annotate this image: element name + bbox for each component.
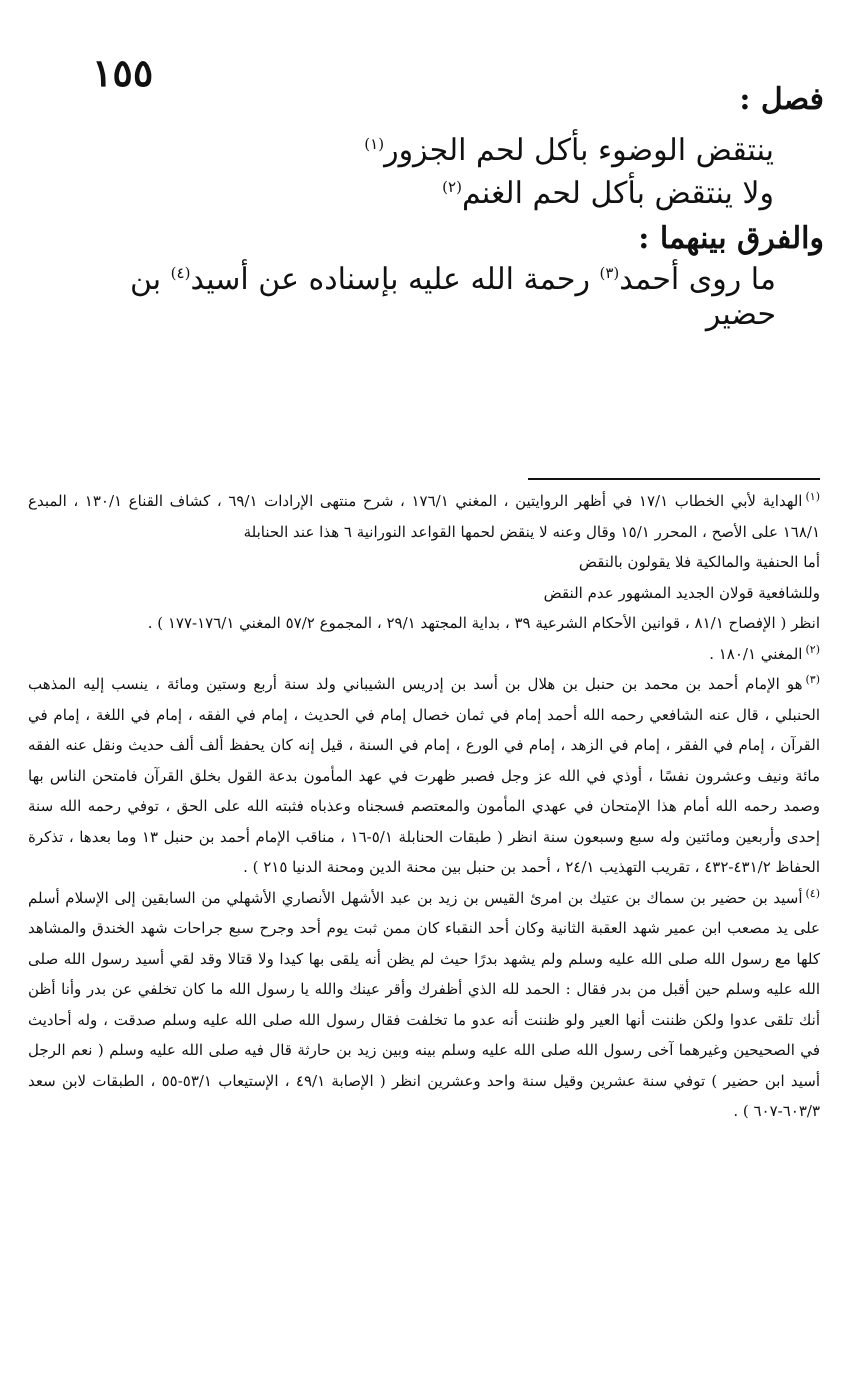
- footnote-marker: (٣): [805, 673, 820, 686]
- narration-part: بن حضير: [129, 262, 776, 332]
- footnote-1-para: أما الحنفية والمالكية فلا يقولون بالنقض: [578, 553, 820, 571]
- ruling-text: ولا ينتقض بأكل لحم الغنم: [461, 176, 774, 211]
- footnote-ref-3: (٣): [599, 264, 620, 282]
- footnote-3: [28, 669, 820, 883]
- footnote-marker: (٤): [805, 886, 820, 900]
- narration-line: [100, 262, 824, 332]
- ruling-text: ينتقض الوضوء بأكل لحم الجزور: [384, 133, 774, 168]
- narration-part: رحمة الله عليه بإسناده عن أسيد: [190, 262, 600, 297]
- footnote-text: هو الإمام أحمد بن محمد بن حنبل بن هلال بن أسد بن إدريس الشيباني ولد سنة أربع وستين ومائة ، ينسب إليه المذهب الحنبلي ، قال عنه الشافعي رحمه الله أحمد إمام في ثمان خصال إمام في الحديث ، إمام في الفقه ، إمام في اللغة ، إمام في القرآن ، إمام في الفقر ، إمام في الزهد ، إمام في الورع ، إمام في السنة ، قيل إنه كان يحفظ ألف ألف حديث ونقل عنه الفقه مائة ونيف وعشرون نفسًا ، أوذي في الله عز وجل فصبر ظهرت في عهد المأمون بدعة القول بخلق القرآن فامتحن الناس بها وصمد رحمه الله أمام هذا الإمتحان في عهدي المأمون والمعتصم فسجناه وعذباه فثبته الله على الحق ، توفي رحمه الله سنة إحدى وأربعين ومائتين وله سبع وسبعون سنة انظر ( طبقات الحنابلة ٥/١-١٦ ، مناقب الإمام أحمد بن حنبل ١٣ وما بعدها ، تذكرة الحفاظ ٤٣١/٢-٤٣٢ ، تقريب التهذيب ٢٤/١ ، أحمد بن حنبل بين محنة الدين ومحنة الدنيا ٢١٥ ) .: [28, 675, 820, 876]
- footnote-ref-4: (٤): [170, 264, 191, 282]
- footnote-text: المغني ١٨٠/١ .: [709, 644, 803, 663]
- footnote-marker: (٢): [805, 642, 820, 656]
- footnote-text: الهداية لأبي الخطاب ١٧/١ في أظهر الروايتين ، المغني ١٧٦/١ ، شرح منتهى الإرادات ٦٩/١ ، كشاف القناع ١٣٠/١ ، المبدع ١٦٨/١ على الأصح ، المحرر ١٥/١ وقال وعنه لا ينقض لحمها القواعد النورانية ٦ هذا عند الحنابلة: [28, 492, 820, 541]
- narration-part: ما روى أحمد: [619, 262, 776, 297]
- footnote-text: أسيد بن حضير بن سماك بن عتيك بن امرئ القيس بن زيد بن عبد الأشهل الأنصاري الأشهلي من السابقين إلى الإسلام أسلم على يد مصعب ابن عمير شهد العقبة الثانية وكان أحد النقباء كان ممن ثبت يوم أحد وجرح سبع جراحات شهد الخندق والمشاهد كلها مع رسول الله صلى الله عليه وسلم ولم يشهد بدرًا حيث لم يظن أنه يلقى بها كيدا ولا قتالا وقد لقي أسيد رسول الله صلى الله عليه وسلم حين أقبل من بدر فقال : الحمد لله الذي أظفرك وأقر عينك والله يا رسول الله ما كان تخلفي عن بدر وأنا أظن أنك تلقى عدوا ولكن ظننت أنها العير ولو ظننت أنه عدو ما تخلفت فقال رسول الله صلى الله عليه وسلم صدقت ، وله أحاديث في الصحيحين وغيرهما آخى رسول الله صلى الله عليه وسلم بينه وبين زيد بن حارثة قال فيه صلى الله عليه وسلم ( نعم الرجل أسيد ابن حضير ) توفي سنة عشرين وقيل سنة واحد وعشرين انظر ( الإصابة ٤٩/١ ، الإستيعاب ٥٣/١-٥٥ ، الطبقات لابن سعد ٦٠٣/٣-٦٠٧ ) .: [28, 888, 821, 1120]
- footnotes: [28, 486, 820, 1127]
- footnote-1-para: انظر ( الإفصاح ٨١/١ ، قوانين الأحكام الشرعية ٣٩ ، بداية المجتهد ٢٩/١ ، المجموع ٥٧/٢ المغني ١٧٦/١-١٧٧ ) .: [147, 614, 820, 632]
- footnote-4: [28, 883, 820, 1127]
- footnote-2: [28, 639, 820, 670]
- difference-heading: والفرق بينهما :: [638, 221, 824, 256]
- page-number: ١٥٥: [92, 50, 154, 95]
- section-heading: فصل :: [739, 82, 824, 117]
- ruling-line-camel-meat: [100, 133, 824, 168]
- footnote-1-para: وللشافعية قولان الجديد المشهور عدم النقض: [543, 583, 820, 602]
- footnote-separator: [528, 478, 820, 480]
- footnote-1: [28, 486, 820, 547]
- footnote-marker: (١): [805, 490, 820, 503]
- footnote-ref-2: (٢): [442, 178, 462, 196]
- ruling-line-sheep-meat: [100, 176, 824, 211]
- footnote-ref-1: (١): [364, 135, 385, 153]
- main-text: [100, 82, 824, 332]
